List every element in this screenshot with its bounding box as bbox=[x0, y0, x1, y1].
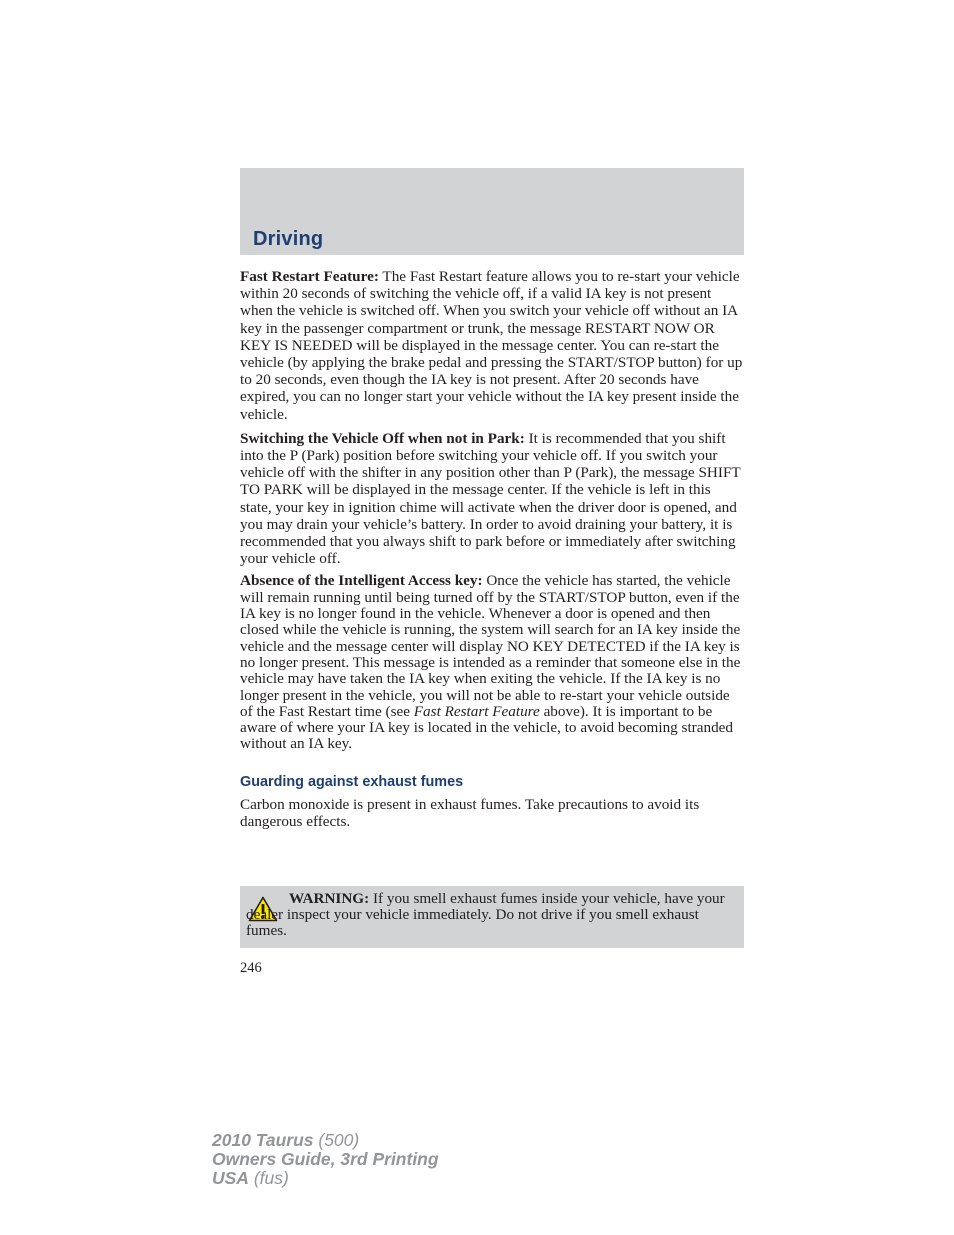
paragraph-body: above). It is important to be aware of where your IA key is located in the vehicle, to avoid becoming stranded without an IA key. bbox=[240, 702, 733, 753]
footer-line-printing bbox=[212, 1150, 439, 1169]
footer-publication-info bbox=[212, 1131, 439, 1188]
paragraph-exhaust: Carbon monoxide is present in exhaust fumes. Take precautions to avoid its dangerous effects. bbox=[240, 795, 700, 831]
paragraph-fast-restart bbox=[240, 268, 746, 423]
paragraph-body: Once the vehicle has started, the vehicle will remain running until being turned off by the START/STOP button, even if the IA key is no longer found in the vehicle. Whenever a door is opened and then closed while the vehicle is running, the system will search for an IA key inside the vehicle and the message center will display NO KEY DETECTED if the IA key is no longer present. This message is intended as a reminder that someone else in the vehicle may have taken the IA key when exiting the vehicle. If the IA key is no longer present in the vehicle, you will not be able to re-start your vehicle outside of the Fast Restart time (see bbox=[240, 572, 741, 720]
paragraph-body: It is recommended that you shift into the P (Park) position before switching your vehicle off. If you switch your vehicle off with the shifter in any position other than P (Park), the message SHIFT TO PARK will be displayed in the message center. If the vehicle is left in this state, your key in ignition chime will activate when the driver door is opened, and you may drain your vehicle’s battery. In order to avoid draining your battery, it is recommended that you always shift to park before or immediately after switching your vehicle off. bbox=[240, 429, 741, 568]
page-content bbox=[240, 268, 746, 830]
paragraph-body: The Fast Restart feature allows you to re-start your vehicle within 20 seconds of switching the vehicle off, if a valid IA key is not present when the vehicle is switched off. When you switch your vehicle off without an IA key in the passenger compartment or trunk, the message RESTART NOW OR KEY IS NEEDED will be displayed in the message center. You can re-start the vehicle (by applying the brake pedal and pressing the START/STOP button) for up to 20 seconds, even though the IA key is not present. After 20 seconds have expired, you can no longer start your vehicle without the IA key present inside the vehicle. bbox=[240, 268, 743, 423]
section-title: Driving bbox=[253, 228, 324, 250]
warning-text bbox=[246, 891, 738, 939]
footer-market: USA bbox=[212, 1168, 249, 1188]
paragraph-absence-key bbox=[240, 573, 746, 752]
footer-market-code: (fus) bbox=[248, 1168, 289, 1188]
footer-line-market bbox=[212, 1169, 439, 1188]
footer-printing: Owners Guide, 3rd Printing bbox=[212, 1149, 439, 1169]
footer-model: 2010 Taurus bbox=[212, 1130, 314, 1150]
paragraph-lead: Switching the Vehicle Off when not in Park: bbox=[240, 429, 525, 447]
footer-model-code: (500) bbox=[313, 1130, 360, 1150]
subheading-exhaust-fumes: Guarding against exhaust fumes bbox=[240, 773, 464, 790]
paragraph-switching-off bbox=[240, 430, 746, 568]
cross-reference: Fast Restart Feature bbox=[413, 702, 540, 720]
paragraph-lead: Fast Restart Feature: bbox=[240, 268, 379, 285]
paragraph-lead: Absence of the Intelligent Access key: bbox=[240, 572, 483, 590]
warning-box bbox=[240, 886, 744, 948]
warning-body: If you smell exhaust fumes inside your vehicle, have your dealer inspect your vehicle immediately. Do not drive if you smell exhaust fumes. bbox=[246, 890, 725, 939]
page-number: 246 bbox=[240, 960, 262, 976]
footer-line-model bbox=[212, 1131, 439, 1150]
warning-label: WARNING: bbox=[289, 890, 370, 907]
